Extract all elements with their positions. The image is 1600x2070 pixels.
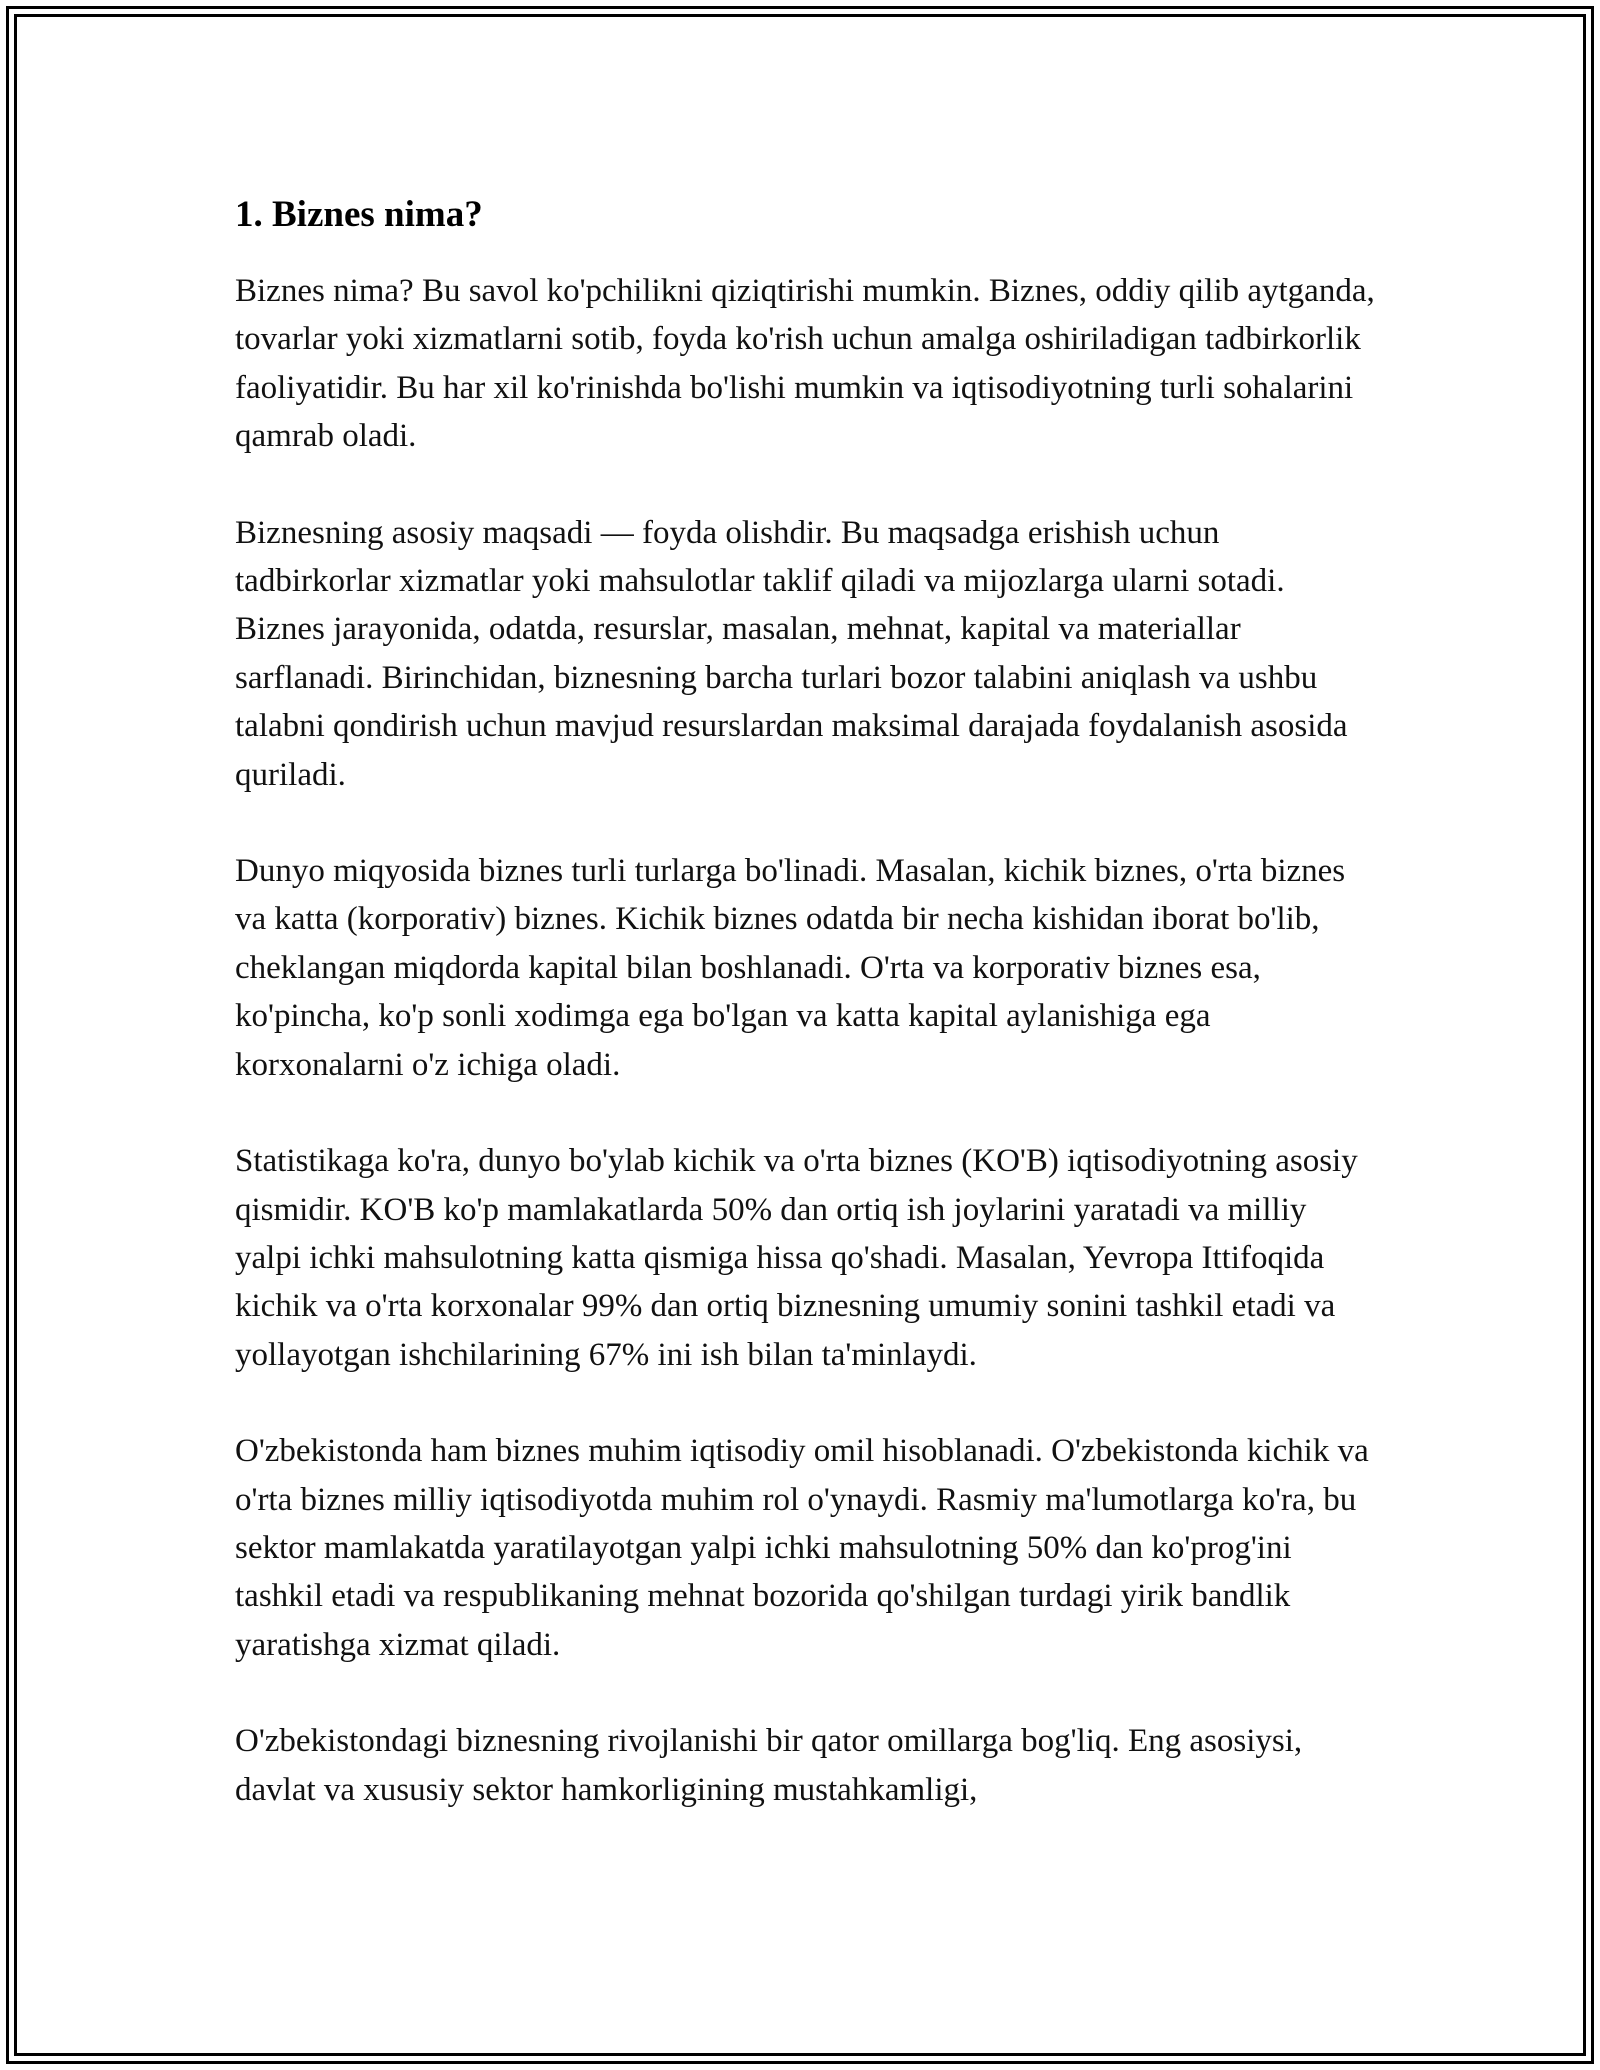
document-body [235, 192, 1375, 1862]
paragraph-uzbekistan: O'zbekistonda ham biznes muhim iqtisodiy omil hisoblanadi. O'zbekistonda kichik va o'rta biznes milliy iqtisodiyotda muhim rol o'ynaydi. Rasmiy ma'lumotlarga ko'ra, bu sektor mamlakatda yaratilayotgan yalpi ichki mahsulotning 50% dan ko'prog'ini tashkil etadi va respublikaning mehnat bozorida qo'shilgan turdagi yirik bandlik yaratishga xizmat qiladi. [235, 1433, 1369, 1663]
paragraph-statistics: Statistikaga ko'ra, dunyo bo'ylab kichik va o'rta biznes (KO'B) iqtisodiyotning asosiy qismidir. KO'B ko'p mamlakatlarda 50% dan ortiq ish joylarini yaratadi va milliy yalpi ichki mahsulotning katta qismiga hissa qo'shadi. Masalan, Yevropa Ittifoqida kichik va o'rta korxonalar 99% dan ortiq biznesning umumiy sonini tashkil etadi va yollayotgan ishchilarining 67% ini ish bilan ta'minlaydi. [235, 1143, 1358, 1373]
paragraph-intro: Biznes nima? Bu savol ko'pchilikni qiziqtirishi mumkin. Biznes, oddiy qilib aytganda, tovarlar yoki xizmatlarni sotib, foyda ko'rish uchun amalga oshiriladigan tadbirkorlik faoliyatidir. Bu har xil ko'rinishda bo'lishi mumkin va iqtisodiyotning turli sohalarini qamrab oladi. [235, 273, 1375, 455]
paragraph-business-types: Dunyo miqyosida biznes turli turlarga bo'linadi. Masalan, kichik biznes, o'rta biznes va katta (korporativ) biznes. Kichik biznes odatda bir necha kishidan iborat bo'lib, cheklangan miqdorda kapital bilan boshlanadi. O'rta va korporativ biznes esa, ko'pincha, ko'p sonli xodimga ega bo'lgan va katta kapital aylanishiga ega korxonalarni o'z ichiga oladi. [235, 853, 1346, 1083]
section-heading: 1. Biznes nima? [235, 194, 483, 235]
paragraph-development: O'zbekistondagi biznesning rivojlanishi bir qator omillarga bog'liq. Eng asosiysi, davlat va xususiy sektor hamkorligining mustahkamligi, [235, 1723, 1303, 1808]
paragraph-business-goal: Biznesning asosiy maqsadi — foyda olishdir. Bu maqsadga erishish uchun tadbirkorlar xizmatlar yoki mahsulotlar taklif qiladi va mijozlarga ularni sotadi. Biznes jarayonida, odatda, resurslar, masalan, mehnat, kapital va materiallar sarflanadi. Birinchidan, biznesning barcha turlari bozor talabini aniqlash va ushbu talabni qondirish uchun mavjud resurslardan maksimal darajada foydalanish asosida quriladi. [235, 514, 1348, 793]
